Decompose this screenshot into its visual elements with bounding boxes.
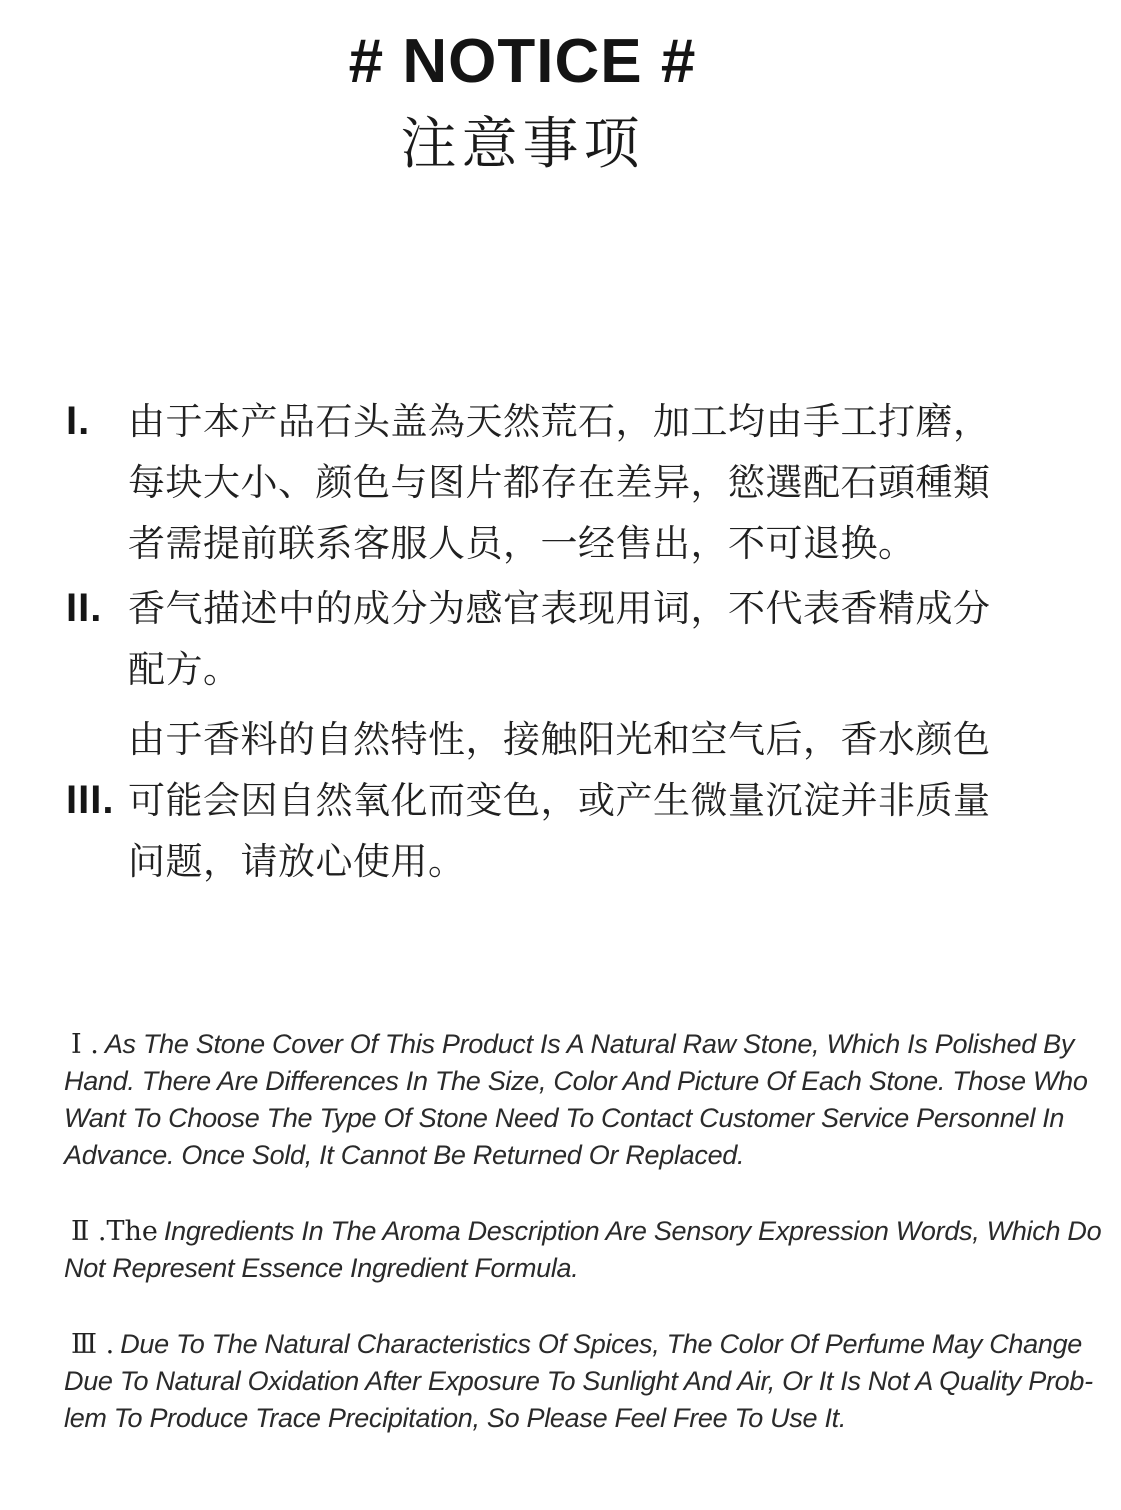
page-subtitle: 注意事项 — [400, 112, 645, 175]
notice-line: Not Represent Essence Ingredient Formula. — [64, 1253, 579, 1283]
notice-line — [66, 452, 1076, 513]
notice-line — [66, 639, 1076, 700]
notice-marker: II. — [66, 586, 103, 630]
notice-line — [64, 1326, 1121, 1363]
notice-marker: Ⅱ .The — [71, 1216, 158, 1247]
notice-marker: I. — [66, 399, 91, 443]
notice-text: 由于本产品石头盖為天然荒石，加工均由手工打磨， — [128, 401, 991, 442]
notice-text: 香气描述中的成分为感官表现用词，不代表香精成分 — [128, 588, 991, 629]
notice-line — [66, 831, 1076, 892]
notice-line: lem To Produce Trace Precipitation, So Please Feel Free To Use It. — [64, 1403, 847, 1433]
notice-marker: Ⅲ . — [71, 1329, 115, 1360]
notice-marker — [66, 452, 128, 513]
english-notice-list — [64, 1026, 1121, 1437]
notice-text: 可能会因自然氧化而变色，或产生微量沉淀并非质量 — [128, 780, 991, 821]
page-title: # NOTICE # — [348, 27, 697, 96]
notice-marker — [66, 831, 128, 892]
notice-line — [64, 1213, 1121, 1250]
notice-text: 由于香料的自然特性，接触阳光和空气后，香水颜色 — [128, 719, 991, 760]
notice-text: 每块大小、颜色与图片都存在差异，慾選配石頭種類 — [128, 462, 991, 503]
english-notice-paragraph-3 — [64, 1326, 1121, 1437]
notice-line: Hand. There Are Differences In The Size, Color And Picture Of Each Stone. Those Who — [64, 1066, 1088, 1096]
english-notice-paragraph-1 — [64, 1026, 1121, 1174]
english-notice-paragraph-2 — [64, 1213, 1121, 1287]
notice-line — [64, 1026, 1121, 1063]
notice-marker — [66, 709, 128, 770]
notice-text: Ingredients In The Aroma Description Are Sensory Expression Words, Which Do — [163, 1216, 1102, 1246]
notice-marker: III. — [66, 778, 115, 822]
notice-line — [66, 578, 1076, 639]
notice-text: 问题，请放心使用。 — [128, 841, 466, 882]
notice-marker — [66, 639, 128, 700]
notice-line: Want To Choose The Type Of Stone Need To Contact Customer Service Personnel In — [64, 1103, 1065, 1133]
chinese-notice-list — [66, 391, 1076, 892]
notice-text: 者需提前联系客服人员，一经售出，不可退换。 — [128, 523, 916, 564]
notice-line — [66, 770, 1076, 831]
notice-line: Advance. Once Sold, It Cannot Be Returned Or Replaced. — [64, 1140, 745, 1170]
notice-line: Due To Natural Oxidation After Exposure To Sunlight And Air, Or It Is Not A Quality Prob- — [64, 1366, 1093, 1396]
notice-text: As The Stone Cover Of This Product Is A Natural Raw Stone, Which Is Polished By — [104, 1029, 1075, 1059]
notice-line — [66, 513, 1076, 574]
notice-line — [66, 391, 1076, 452]
notice-marker: Ⅰ . — [71, 1029, 99, 1060]
notice-text: Due To The Natural Characteristics Of Spices, The Color Of Perfume May Change — [120, 1329, 1083, 1359]
notice-line — [66, 709, 1076, 770]
notice-text: 配方。 — [128, 649, 241, 690]
notice-marker — [66, 513, 128, 574]
